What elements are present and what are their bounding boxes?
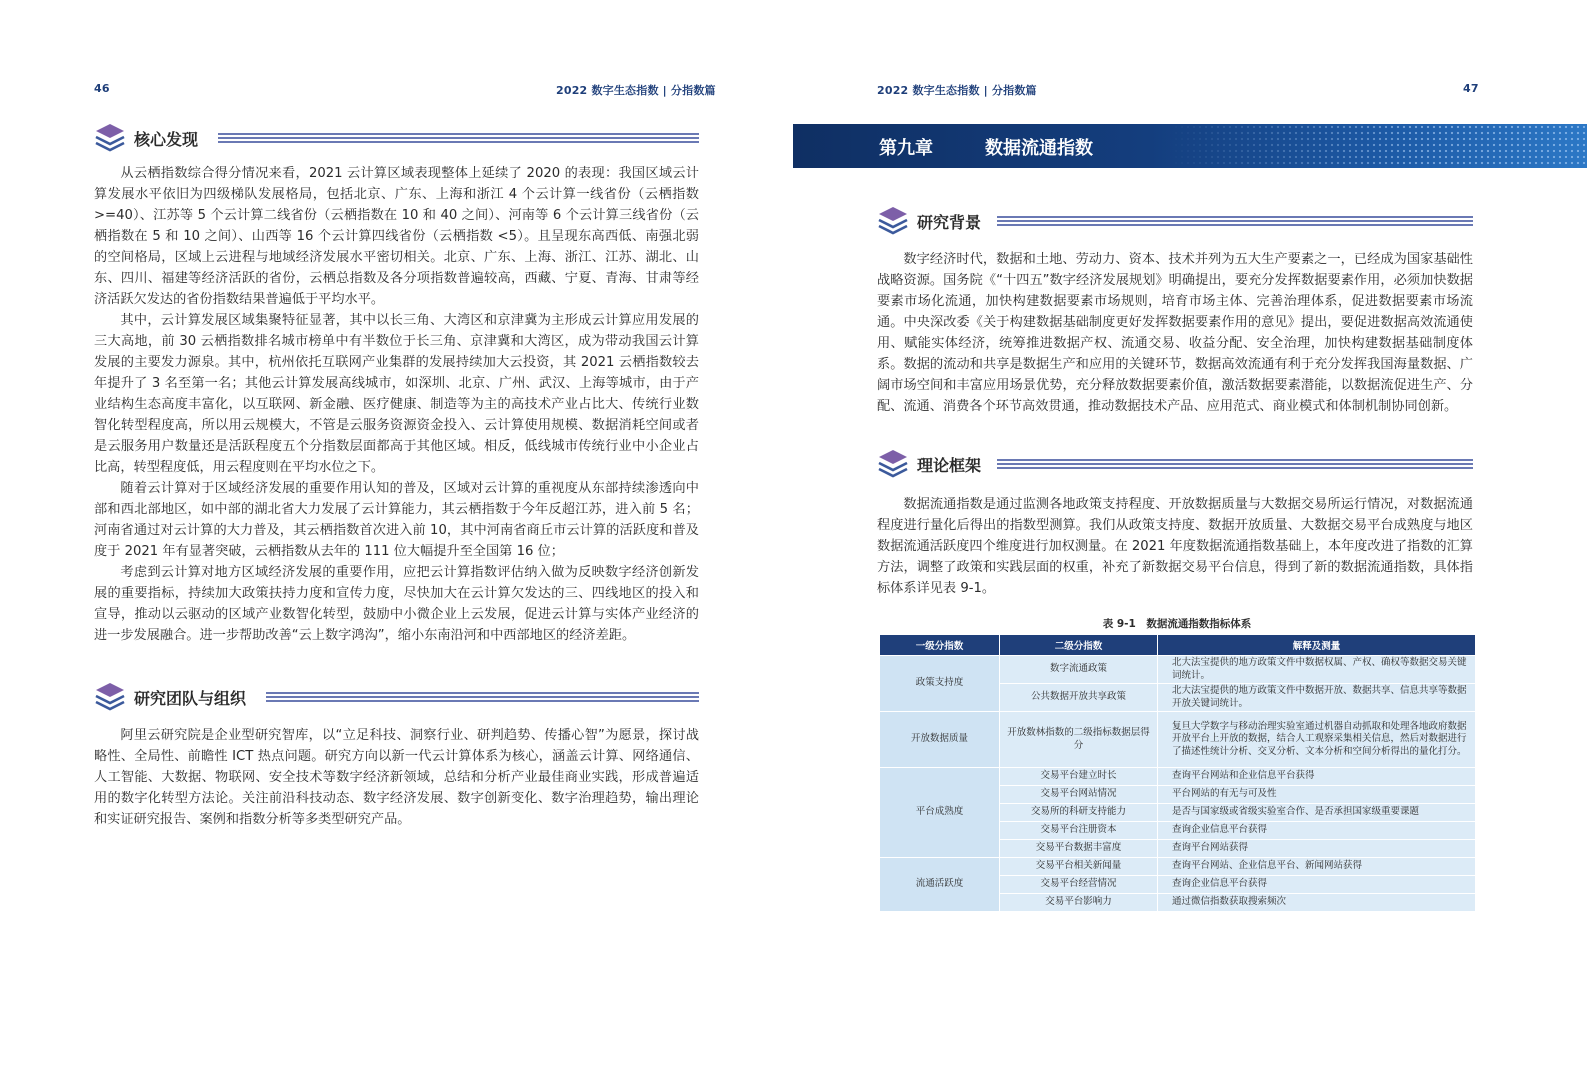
right-page [793,0,1587,1077]
level1-cell: 平台成熟度 [880,768,1000,858]
desc-cell: 查询平台网站和企业信息平台获得 [1158,768,1476,786]
table-header-row [880,635,1476,656]
running-head: 2022 数字生态指数 | 分指数篇 [556,84,716,97]
table-caption: 表 9-1 数据流通指数指标体系 [1102,618,1252,630]
desc-cell: 查询平台网站获得 [1158,840,1476,858]
chapter-banner [793,124,1587,168]
page-number: 47 [1463,82,1479,95]
section-title: 理论框架 [917,456,982,475]
level2-cell: 交易所的科研支持能力 [1000,804,1158,822]
layers-icon [94,122,126,156]
level2-cell: 交易平台影响力 [1000,894,1158,912]
desc-cell: 查询企业信息平台获得 [1158,876,1476,894]
desc-cell: 北大法宝提供的地方政策文件中数据权属、产权、确权等数据交易关键词统计。 [1158,656,1476,684]
level2-cell: 公共数据开放共享政策 [1000,684,1158,712]
level2-cell: 交易平台相关新闻量 [1000,858,1158,876]
section-heading-core-findings [94,122,699,156]
paragraph: 从云栖指数综合得分情况来看，2021 云计算区域表现整体上延续了 2020 的表现：我国区域云计算发展水平依旧为四级梯队发展格局，包括北京、广东、上海和浙江 4 个云计算一线省份（云栖指数 >=40）、江苏等 5 个云计算二线省份（云栖指数在 10 和 40 之间）、河南等 6 个云计算三线省份（云栖指数在 5 和 10 之间）、山西等 16 个云计算四线省份（云栖指数 <5）。且呈现东高西低、南强北弱的空间格局，区域上云进程与地域经济发展水平密切相关。北京、广东、上海、浙江、江苏、湖北、山东、四川、福建等经济活跃的省份，云栖总指数及各分项指数普遍较高，西藏、宁夏、青海、甘肃等经济活跃欠发达的省份指数结果普遍低于平均水平。 [94,166,699,307]
section-rule [997,216,1473,228]
table-row [880,858,1476,876]
paragraph: 数字经济时代，数据和土地、劳动力、资本、技术并列为五大生产要素之一，已经成为国家基础性战略资源。国务院《“十四五”数字经济发展规划》明确提出，要充分发挥数据要素作用，必须加快数据要素市场化流通，加快构建数据要素市场规则，培育市场主体、完善治理体系，促进数据要素市场流通。中央深改委《关于构建数据基础制度更好发挥数据要素作用的意见》提出，要促进数据高效流通使用、赋能实体经济，统筹推进数据产权、流通交易、收益分配、安全治理，加快构建数据基础制度体系。数据的流动和共享是数据生产和应用的关键环节，数据高效流通有利于充分发挥我国海量数据、广阔市场空间和丰富应用场景优势，充分释放数据要素价值，激活数据要素潜能，以数据流促进生产、分配、流通、消费各个环节高效贯通，推动数据技术产品、应用范式、商业模式和体制机制协同创新。 [877,252,1473,414]
header-level2: 二级分指数 [1000,635,1158,656]
desc-cell: 平台网站的有无与可及性 [1158,786,1476,804]
section-heading-framework [877,448,1473,482]
level2-cell: 交易平台建立时长 [1000,768,1158,786]
level2-cell: 交易平台经营情况 [1000,876,1158,894]
paragraph: 阿里云研究院是企业型研究智库，以“立足科技、洞察行业、研判趋势、传播心智”为愿景，探讨战略性、全局性、前瞻性 ICT 热点问题。研究方向以新一代云计算体系为核心，涵盖云计算、网络通信、人工智能、大数据、物联网、安全技术等数字经济新领域，总结和分析产业最佳商业实践，形成普遍适用的数字化转型方法论。关注前沿科技动态、数字经济发展、数字创新变化、数字治理趋势，输出理论和实证研究报告、案例和指数分析等多类型研究产品。 [94,728,699,827]
section-rule [266,692,699,704]
section-heading-research-team [94,681,699,715]
index-table [879,634,1476,912]
level1-cell: 开放数据质量 [880,712,1000,768]
chapter-number: 第九章 [879,138,933,159]
desc-cell: 查询平台网站、企业信息平台、新闻网站获得 [1158,858,1476,876]
paragraph: 数据流通指数是通过监测各地政策支持程度、开放数据质量与大数据交易所运行情况，对数据流通程度进行量化后得出的指数型测算。我们从政策支持度、数据开放质量、大数据交易平台成熟度与地区数据流通活跃度四个维度进行加权测量。在 2021 年度数据流通指数基础上，本年度改进了指数的汇算方法，调整了政策和实践层面的权重，补充了新数据交易平台信息，得到了新的数据流通指数，具体指标体系详见表 9-1。 [877,497,1473,596]
background-text [877,249,1473,417]
layers-icon [877,205,909,239]
desc-cell: 复旦大学数字与移动治理实验室通过机器自动抓取和处理各地政府数据开放平台上开放的数据，结合人工观察采集相关信息，然后对数据进行了描述性统计分析、交叉分析、文本分析和空间分析得出的量化打分。 [1158,712,1476,768]
desc-cell: 查询企业信息平台获得 [1158,822,1476,840]
framework-text [877,494,1473,599]
paragraph: 随着云计算对于区域经济发展的重要作用认知的普及，区域对云计算的重视度从东部持续渗透向中部和西北部地区，如中部的湖北省大力发展了云计算能力，其云栖指数于今年反超江苏，进入前 5 名；河南省通过对云计算的大力普及，其云栖指数首次进入前 10，其中河南省商丘市云计算的活跃度和普及度于 2021 年有显著突破，云栖指数从去年的 111 位大幅提升至全国第 16 位； [94,481,699,559]
paragraph: 其中，云计算发展区域集聚特征显著，其中以长三角、大湾区和京津冀为主形成云计算应用发展的三大高地，前 30 云栖指数排名城市榜单中有半数位于长三角、京津冀和大湾区，成为带动我国云计算发展的主要发力源泉。其中，杭州依托互联网产业集群的发展持续加大云投资，其 2021 云栖指数较去年提升了 3 名至第一名；其他云计算发展高线城市，如深圳、北京、广州、武汉、上海等城市，由于产业结构生态高度丰富化，以互联网、新金融、医疗健康、制造等为主的高技术产业占比大、传统行业数智化转型程度高，所以用云规模大，不管是云服务资源资金投入、云计算使用规模、数据消耗空间或者是云服务用户数量还是活跃程度五个分指数层面都高于其他区域。相反，低线城市传统行业中小企业占比高，转型程度低，用云程度则在平均水位之下。 [94,313,699,475]
left-page [0,0,793,1077]
desc-cell: 通过微信指数获取搜索频次 [1158,894,1476,912]
level2-cell: 开放数林指数的二级指标数据层得分 [1000,712,1158,768]
header-desc: 解释及测量 [1158,635,1476,656]
core-findings-text [94,163,699,646]
banner-dot-pattern [1167,124,1587,168]
section-heading-background [877,205,1473,239]
level1-cell: 政策支持度 [880,656,1000,712]
level1-cell: 流通活跃度 [880,858,1000,912]
level2-cell: 交易平台注册资本 [1000,822,1158,840]
page-number: 46 [94,82,110,95]
section-rule [997,459,1473,471]
running-head: 2022 数字生态指数 | 分指数篇 [877,84,1037,97]
section-rule [218,133,699,145]
layers-icon [94,681,126,715]
chapter-title: 数据流通指数 [985,138,1093,159]
level2-cell: 数字流通政策 [1000,656,1158,684]
section-title: 核心发现 [134,130,199,149]
table-row [880,712,1476,768]
research-team-text [94,725,699,830]
table-row [880,768,1476,786]
table-row [880,656,1476,684]
layers-icon [877,448,909,482]
paragraph: 考虑到云计算对地方区域经济发展的重要作用，应把云计算指数评估纳入做为反映数字经济创新发展的重要指标，持续加大政策扶持力度和宣传力度，尽快加大在云计算欠发达的三、四线地区的投入和宣导，推动以云驱动的区域产业数智化转型，鼓励中小微企业上云发展，促进云计算与实体产业经济的进一步发展融合。进一步帮助改善“云上数字鸿沟”，缩小东南沿河和中西部地区的经济差距。 [94,565,699,643]
level2-cell: 交易平台数据丰富度 [1000,840,1158,858]
section-title: 研究团队与组织 [134,689,247,708]
section-title: 研究背景 [917,213,982,232]
desc-cell: 北大法宝提供的地方政策文件中数据开放、数据共享、信息共享等数据开放关键词统计。 [1158,684,1476,712]
level2-cell: 交易平台网站情况 [1000,786,1158,804]
desc-cell: 是否与国家级或省级实验室合作、是否承担国家级重要课题 [1158,804,1476,822]
header-level1: 一级分指数 [880,635,1000,656]
